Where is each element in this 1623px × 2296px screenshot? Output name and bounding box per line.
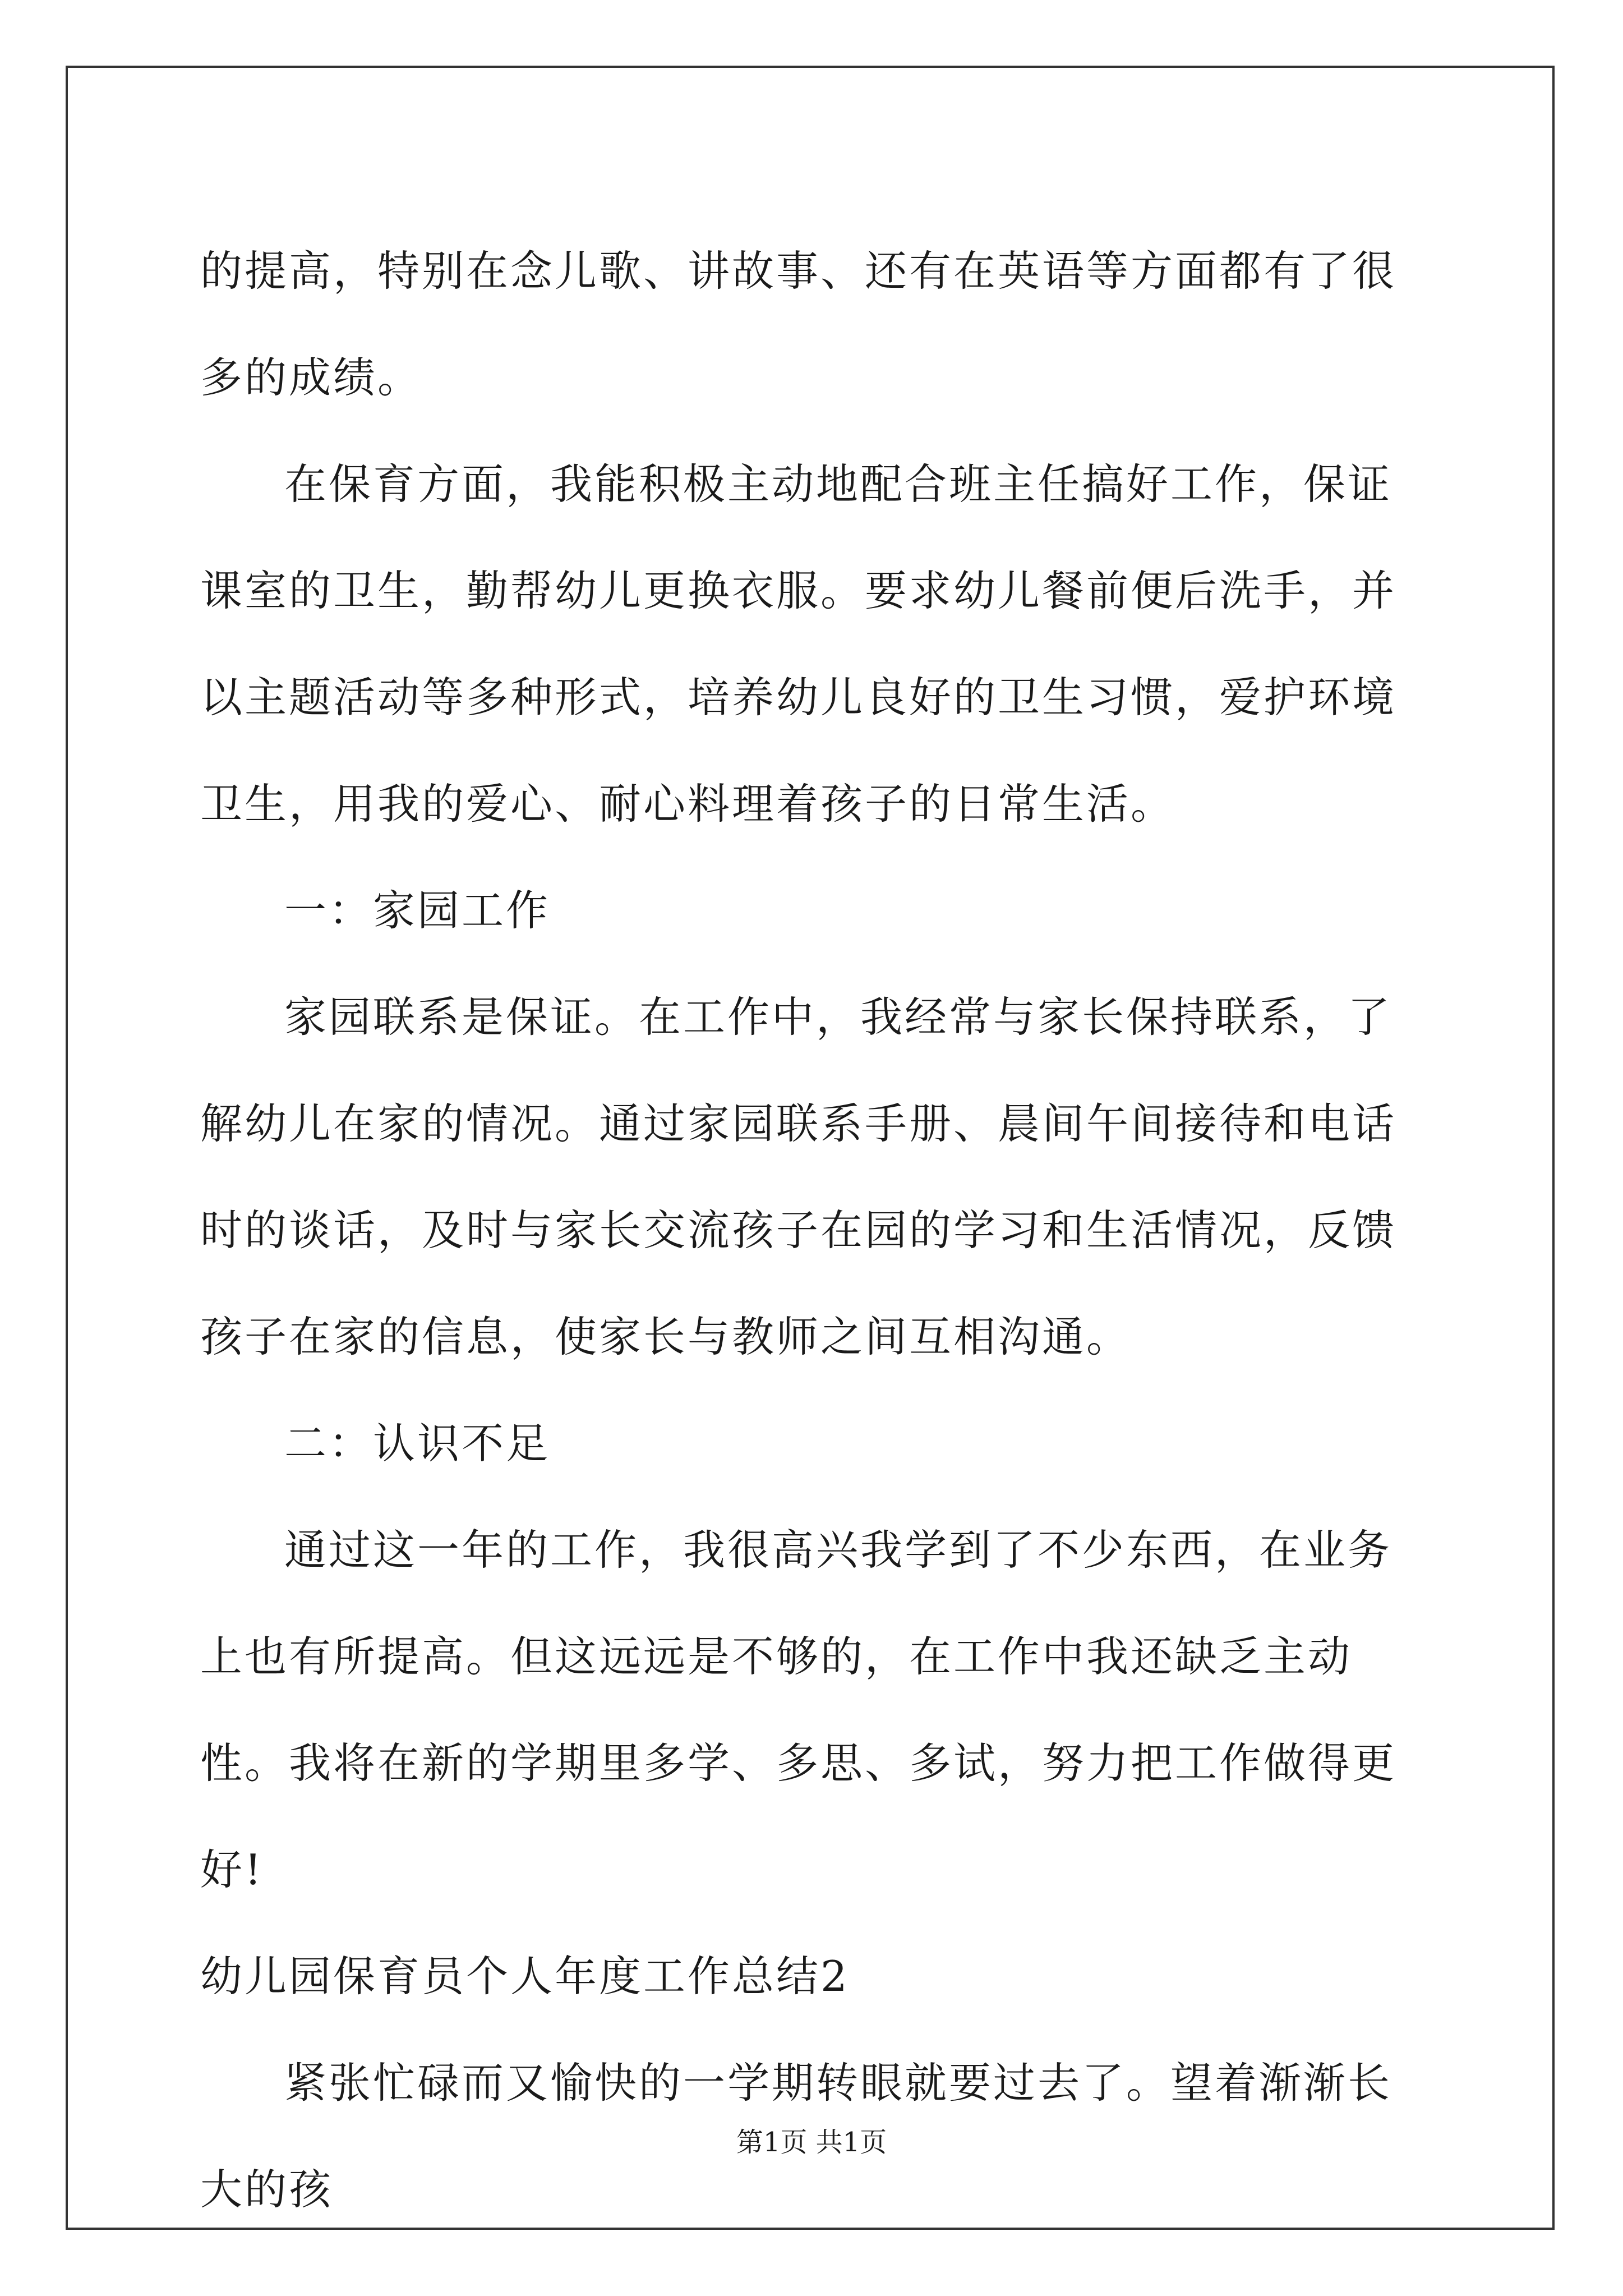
- paragraph-continued: 的提高，特别在念儿歌、讲故事、还有在英语等方面都有了很多的成绩。: [200, 246, 1397, 402]
- paragraph-shortcomings: 通过这一年的工作，我很高兴我学到了不少东西，在业务上也有所提高。但这远远是不够的，在工作中我还缺乏主动性。我将在新的学期里多学、多思、多试，努力把工作做得更好!: [200, 1525, 1397, 1894]
- paragraph-nursing: 在保育方面，我能积极主动地配合班主任搞好工作，保证课室的卫生，勤帮幼儿更换衣服。要求幼儿餐前便后洗手，并以主题活动等多种形式，培养幼儿良好的卫生习惯，爱护环境卫生，用我的爱心、耐心料理着孩子的日常生活。: [200, 459, 1397, 829]
- paragraph-summary-2-intro: 紧张忙碌而又愉快的一学期转眼就要过去了。望着渐渐长大的孩: [200, 2058, 1393, 2214]
- paragraph-home-school: 家园联系是保证。在工作中，我经常与家长保持联系，了解幼儿在家的情况。通过家园联系手册、晨间午间接待和电话时的谈话，及时与家长交流孩子在园的学习和生活情况，反馈孩子在家的信息，使家长与教师之间互相沟通。: [200, 992, 1397, 1361]
- section-heading-shortcomings: 二：认识不足: [284, 1419, 551, 1468]
- document-section-title: 幼儿园保育员个人年度工作总结2: [200, 1952, 850, 2001]
- document-body: [200, 218, 1434, 2243]
- page-footer: 第1页 共1页: [736, 2127, 887, 2158]
- section-heading-home-school: 一：家园工作: [284, 886, 551, 935]
